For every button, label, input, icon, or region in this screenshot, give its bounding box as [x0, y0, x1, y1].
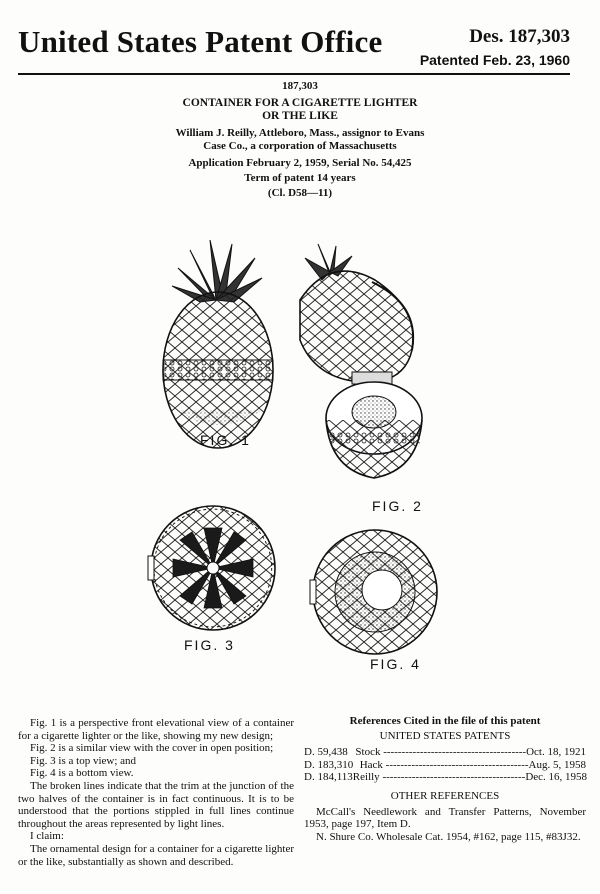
description-paragraph: The broken lines indicate that the trim at the junction of the two halves of the container is in fact continuous. It is to be understood that the portions stippled in full lines continue throughout the areas represented by light lines.: [18, 779, 294, 830]
reference-name: Reilly ---------------------------------------: [352, 771, 526, 784]
description-paragraph: Fig. 4 is a bottom view.: [30, 767, 134, 780]
figure-2-drawing: [300, 244, 422, 478]
claim-text: The ornamental design for a container for a cigarette lighter or the like, substantially as shown and described.: [18, 842, 294, 868]
fig-3-label: FIG. 3: [184, 637, 235, 653]
reference-date: Aug. 5, 1958: [528, 758, 586, 771]
other-references-heading: OTHER REFERENCES: [390, 789, 500, 802]
reference-date: Dec. 16, 1958: [525, 771, 588, 784]
office-title: United States Patent Office: [18, 24, 383, 59]
reference-row: [304, 746, 586, 759]
classification-line: (Cl. D58—11): [267, 187, 333, 199]
us-patents-heading: UNITED STATES PATENTS: [379, 729, 511, 742]
figure-4-drawing: [310, 530, 437, 654]
reference-date: Oct. 18, 1921: [526, 746, 586, 759]
design-number: Des. 187,303: [469, 26, 570, 47]
description-paragraph: Fig. 2 is a similar view with the cover in open position;: [30, 742, 274, 755]
term-line: Term of patent 14 years: [244, 172, 356, 184]
figure-1-drawing: [163, 240, 273, 448]
description-column: [18, 717, 294, 868]
description-paragraph: Fig. 3 is a top view; and: [30, 754, 137, 767]
patent-title-line2: OR THE LIKE: [262, 110, 338, 122]
inventor-line2: Case Co., a corporation of Massachusetts: [203, 140, 397, 152]
reference-name: Stock ---------------------------------------: [355, 746, 527, 759]
other-reference: N. Shure Co. Wholesale Cat. 1954, #162, page 115, #83J32.: [316, 830, 581, 843]
application-line: Application February 2, 1959, Serial No. 54,425: [188, 157, 412, 169]
references-heading: References Cited in the file of this patent: [349, 715, 541, 727]
reference-number: D. 183,310: [304, 758, 354, 771]
reference-name: Hack ---------------------------------------: [359, 758, 529, 771]
reference-number: D. 59,438: [304, 746, 348, 759]
patent-drawing: [0, 240, 600, 680]
references-column: [304, 715, 586, 843]
fig-1-label: FIG. 1: [200, 432, 251, 448]
patent-title-line1: CONTAINER FOR A CIGARETTE LIGHTER: [182, 97, 418, 109]
patent-number: 187,303: [282, 80, 318, 92]
reference-row: [304, 771, 586, 784]
figure-3-drawing: [148, 506, 275, 630]
header-rule: [18, 73, 570, 75]
fig-2-label: FIG. 2: [372, 498, 423, 514]
inventor-line1: William J. Reilly, Attleboro, Mass., assignor to Evans: [175, 127, 425, 139]
reference-row: [304, 759, 586, 772]
patented-date: Patented Feb. 23, 1960: [419, 52, 570, 68]
claim-heading: I claim:: [30, 830, 64, 843]
reference-number: D. 184,113: [304, 771, 353, 784]
fig-4-label: FIG. 4: [370, 656, 421, 672]
description-paragraph: Fig. 1 is a perspective front elevational view of a container for a cigarette lighter or the like, showing my new design;: [18, 717, 294, 742]
other-reference: McCall's Needlework and Transfer Patterns, November 1953, page 197, Item D.: [304, 805, 586, 831]
